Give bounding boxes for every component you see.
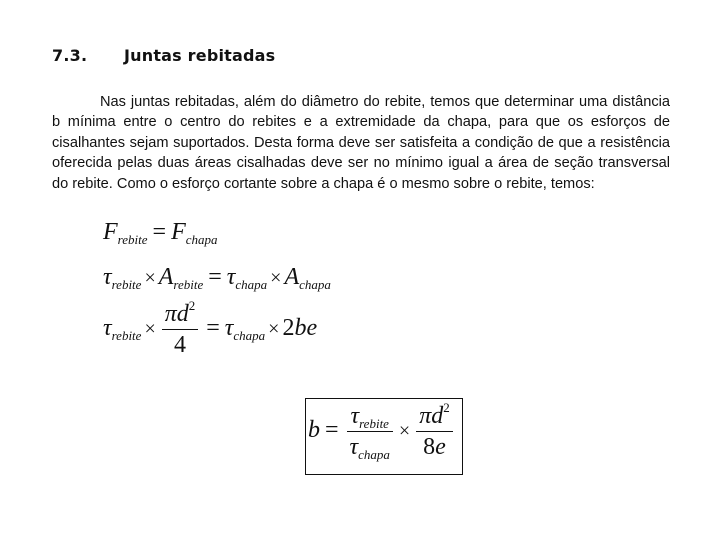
- exponent: 2: [443, 400, 450, 415]
- subscript-rebite: rebite: [173, 277, 204, 292]
- symbol-F: F: [103, 219, 118, 245]
- symbol-tau: τ: [350, 403, 360, 429]
- equals-sign: =: [208, 264, 222, 290]
- fraction-stress-ratio: [347, 403, 393, 462]
- subscript-chapa: chapa: [358, 447, 390, 462]
- equals-sign: =: [206, 315, 220, 342]
- symbol-pi: π: [164, 301, 177, 327]
- equation-expanded-areas: [103, 298, 318, 358]
- symbol-A: A: [158, 264, 174, 290]
- subscript-rebite: rebite: [359, 416, 389, 431]
- equation-stress-area: [103, 264, 331, 292]
- section-number: 7.3.: [52, 46, 88, 65]
- subscript-chapa: chapa: [235, 277, 268, 292]
- subscript-chapa: chapa: [233, 328, 266, 344]
- fraction-numerator: [347, 404, 393, 432]
- section-heading: [52, 46, 275, 65]
- fraction-denominator: 4: [173, 332, 186, 358]
- subscript-rebite: rebite: [111, 328, 142, 344]
- equals-sign: =: [152, 219, 167, 245]
- symbol-be: be: [294, 315, 318, 342]
- subscript-rebite: rebite: [111, 277, 142, 292]
- symbol-d: d: [176, 301, 189, 327]
- symbol-pi: π: [419, 403, 432, 429]
- symbol-tau: τ: [103, 315, 112, 342]
- symbol-F: F: [171, 219, 186, 245]
- symbol-tau: τ: [103, 264, 112, 290]
- times-sign: ×: [268, 318, 280, 341]
- times-sign: ×: [398, 420, 411, 443]
- symbol-b: b: [308, 417, 320, 444]
- equals-sign: =: [325, 417, 339, 444]
- times-sign: ×: [270, 267, 282, 289]
- body-paragraph: Nas juntas rebitadas, além do diâmetro do rebite, temos que determinar uma distância b mínima entre o centro do rebites e a extremidade da chapa, para que os esforços de cisalhantes sejam suportados. Desta forma deve ser satisfeita a condição de que a resistência oferecida pelas duas áreas cisalhadas deve ser no mínimo igual a área de seção transversal do rebite. Como o esforço cortante sobre a chapa é o mesmo sobre o rebite, temos:: [52, 94, 670, 192]
- symbol-A: A: [284, 264, 300, 290]
- symbol-tau: τ: [349, 434, 359, 460]
- fraction-numerator: [162, 298, 199, 330]
- symbol-e: e: [435, 434, 446, 460]
- section-title: Juntas rebitadas: [124, 46, 276, 65]
- subscript-rebite: rebite: [117, 232, 148, 247]
- subscript-chapa: chapa: [299, 277, 331, 292]
- fraction-circle-area: [162, 298, 199, 358]
- symbol-d: d: [431, 403, 444, 429]
- symbol-tau: τ: [224, 315, 234, 342]
- coefficient: 8: [423, 434, 436, 460]
- times-sign: ×: [144, 267, 156, 289]
- symbol-tau: τ: [226, 264, 236, 290]
- times-sign: ×: [144, 318, 156, 341]
- equation-force-balance: [103, 219, 218, 247]
- coefficient: 2: [282, 315, 295, 342]
- fraction-numerator: [416, 400, 453, 432]
- fraction-denominator: [416, 432, 453, 459]
- exponent: 2: [188, 298, 196, 313]
- fraction-circle-over-8e: [416, 400, 453, 460]
- equation-result-b: [308, 400, 456, 462]
- subscript-chapa: chapa: [185, 232, 218, 247]
- fraction-denominator: [347, 432, 393, 462]
